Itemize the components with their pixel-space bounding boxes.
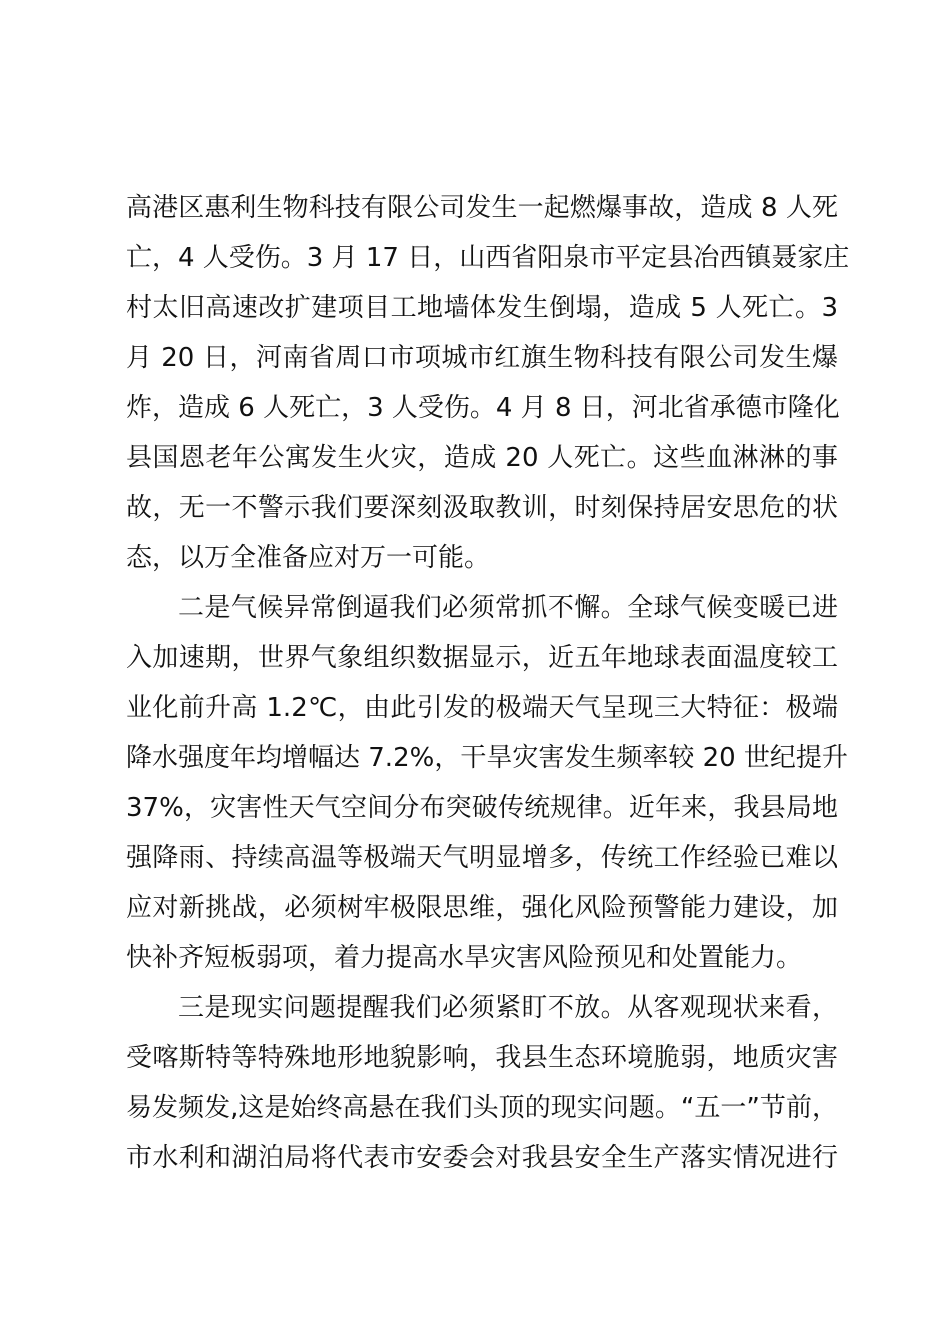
text-line: 易发频发,这是始终高悬在我们头顶的现实问题。“五一”节前，	[126, 1093, 838, 1123]
text-line: 亡，4 人受伤。3 月 17 日，山西省阳泉市平定县冶西镇聂家庄	[126, 243, 850, 273]
text-line: 态，以万全准备应对万一可能。	[126, 543, 491, 573]
text-line: 县国恩老年公寓发生火灾，造成 20 人死亡。这些血淋淋的事	[126, 443, 838, 473]
text-line: 强降雨、持续高温等极端天气明显增多，传统工作经验已难以	[126, 843, 838, 873]
text-line: 炸，造成 6 人死亡，3 人受伤。4 月 8 日，河北省承德市隆化	[126, 393, 840, 423]
text-line: 37%，灾害性天气空间分布突破传统规律。近年来，我县局地	[126, 793, 838, 823]
text-line: 受喀斯特等特殊地形地貌影响，我县生态环境脆弱，地质灾害	[126, 1043, 838, 1073]
text-line: 月 20 日，河南省周口市项城市红旗生物科技有限公司发生爆	[126, 343, 838, 373]
text-line: 村太旧高速改扩建项目工地墙体发生倒塌，造成 5 人死亡。3	[126, 293, 838, 323]
text-line: 快补齐短板弱项，着力提高水旱灾害风险预见和处置能力。	[126, 943, 803, 973]
text-line: 高港区惠利生物科技有限公司发生一起燃爆事故，造成 8 人死	[126, 193, 838, 223]
text-line: 市水利和湖泊局将代表市安委会对我县安全生产落实情况进行	[126, 1143, 838, 1173]
text-line: 应对新挑战，必须树牢极限思维，强化风险预警能力建设，加	[126, 893, 838, 923]
text-line: 降水强度年均增幅达 7.2%，干旱灾害发生频率较 20 世纪提升	[126, 743, 848, 773]
body-text	[126, 183, 850, 1183]
text-line: 故，无一不警示我们要深刻汲取教训，时刻保持居安思危的状	[126, 493, 838, 523]
text-line: 二是气候异常倒逼我们必须常抓不懈。全球气候变暖已进	[178, 593, 838, 623]
text-line: 入加速期，世界气象组织数据显示，近五年地球表面温度较工	[126, 643, 838, 673]
text-line: 三是现实问题提醒我们必须紧盯不放。从客观现状来看，	[178, 993, 838, 1023]
text-line: 业化前升高 1.2℃，由此引发的极端天气呈现三大特征：极端	[126, 693, 838, 723]
